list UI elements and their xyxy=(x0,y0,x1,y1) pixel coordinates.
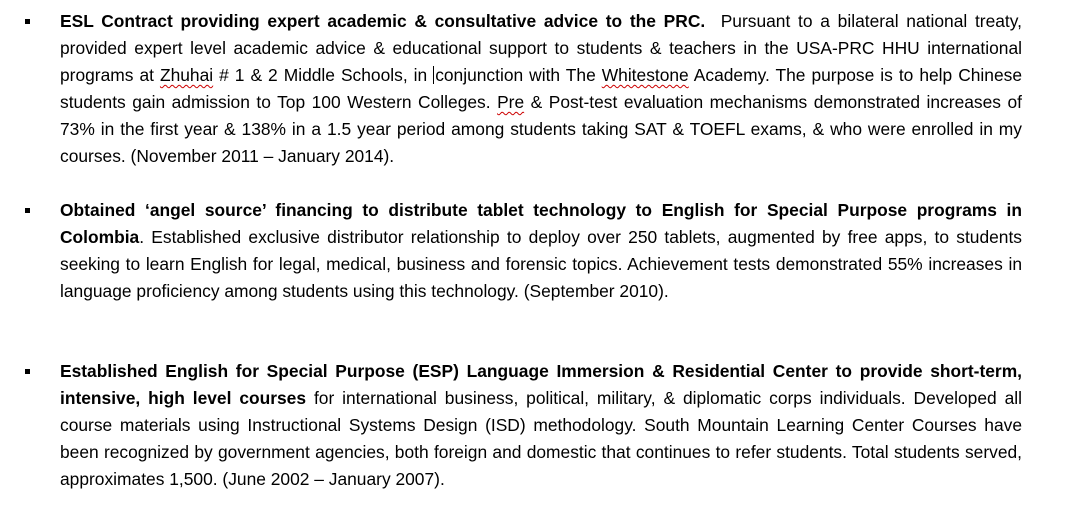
bullet-heading: Established English for Special Purpose (ESP) Language Immersion & Residential Center to provide short-term, intensive, high level courses xyxy=(60,361,1022,408)
bullet-body: & Post-test evaluation mechanisms demonstrated increases of 73% in the first year & 138% in a 1.5 year period among students taking SAT & TOEFL exams, & who were enrolled in my courses. (November 2011 – January 2014). xyxy=(60,92,1022,166)
bullet-body: conjunction with The xyxy=(435,65,602,85)
spelling-flag-word: Pre xyxy=(497,92,525,112)
spelling-flag-word: Whitestone xyxy=(601,65,689,85)
bullet-paragraph[interactable] xyxy=(60,197,1022,305)
bullet-body: for international business, political, military, & diplomatic corps individuals. Developed all course materials using Instructional Systems Design (ISD) methodology. South Mountain Learning Center Courses have been recognized by government agencies, both foreign and domestic that continues to refer students. Total students served, approximates 1,500. (June 2002 – January 2007). xyxy=(60,388,1022,489)
bullet-body: Academy. The purpose is to help Chinese students gain admission to Top 100 Western Colleges. xyxy=(60,65,1023,112)
bullet-paragraph[interactable] xyxy=(60,358,1022,493)
bullet-paragraph[interactable] xyxy=(60,8,1022,170)
bullet-body: # 1 & 2 Middle Schools, in xyxy=(213,65,434,85)
bullet-heading: Obtained ‘angel source’ financing to distribute tablet technology to English for Special Purpose programs in Colombia xyxy=(60,200,1022,247)
bullet-body: . Established exclusive distributor relationship to deploy over 250 tablets, augmented by free apps, to students seeking to learn English for legal, medical, business and forensic topics. Achievement tests demonstrated 55% increases in language proficiency among students using this technology. (September 2010). xyxy=(60,227,1022,301)
spelling-flag-word: Zhuhai xyxy=(159,65,214,85)
bullet-body: Pursuant to a bilateral national treaty, provided expert level academic advice & educational support to students & teachers in the USA-PRC HHU international programs at xyxy=(60,11,1022,85)
bullet-heading: ESL Contract providing expert academic & consultative advice to the PRC. xyxy=(60,11,706,31)
